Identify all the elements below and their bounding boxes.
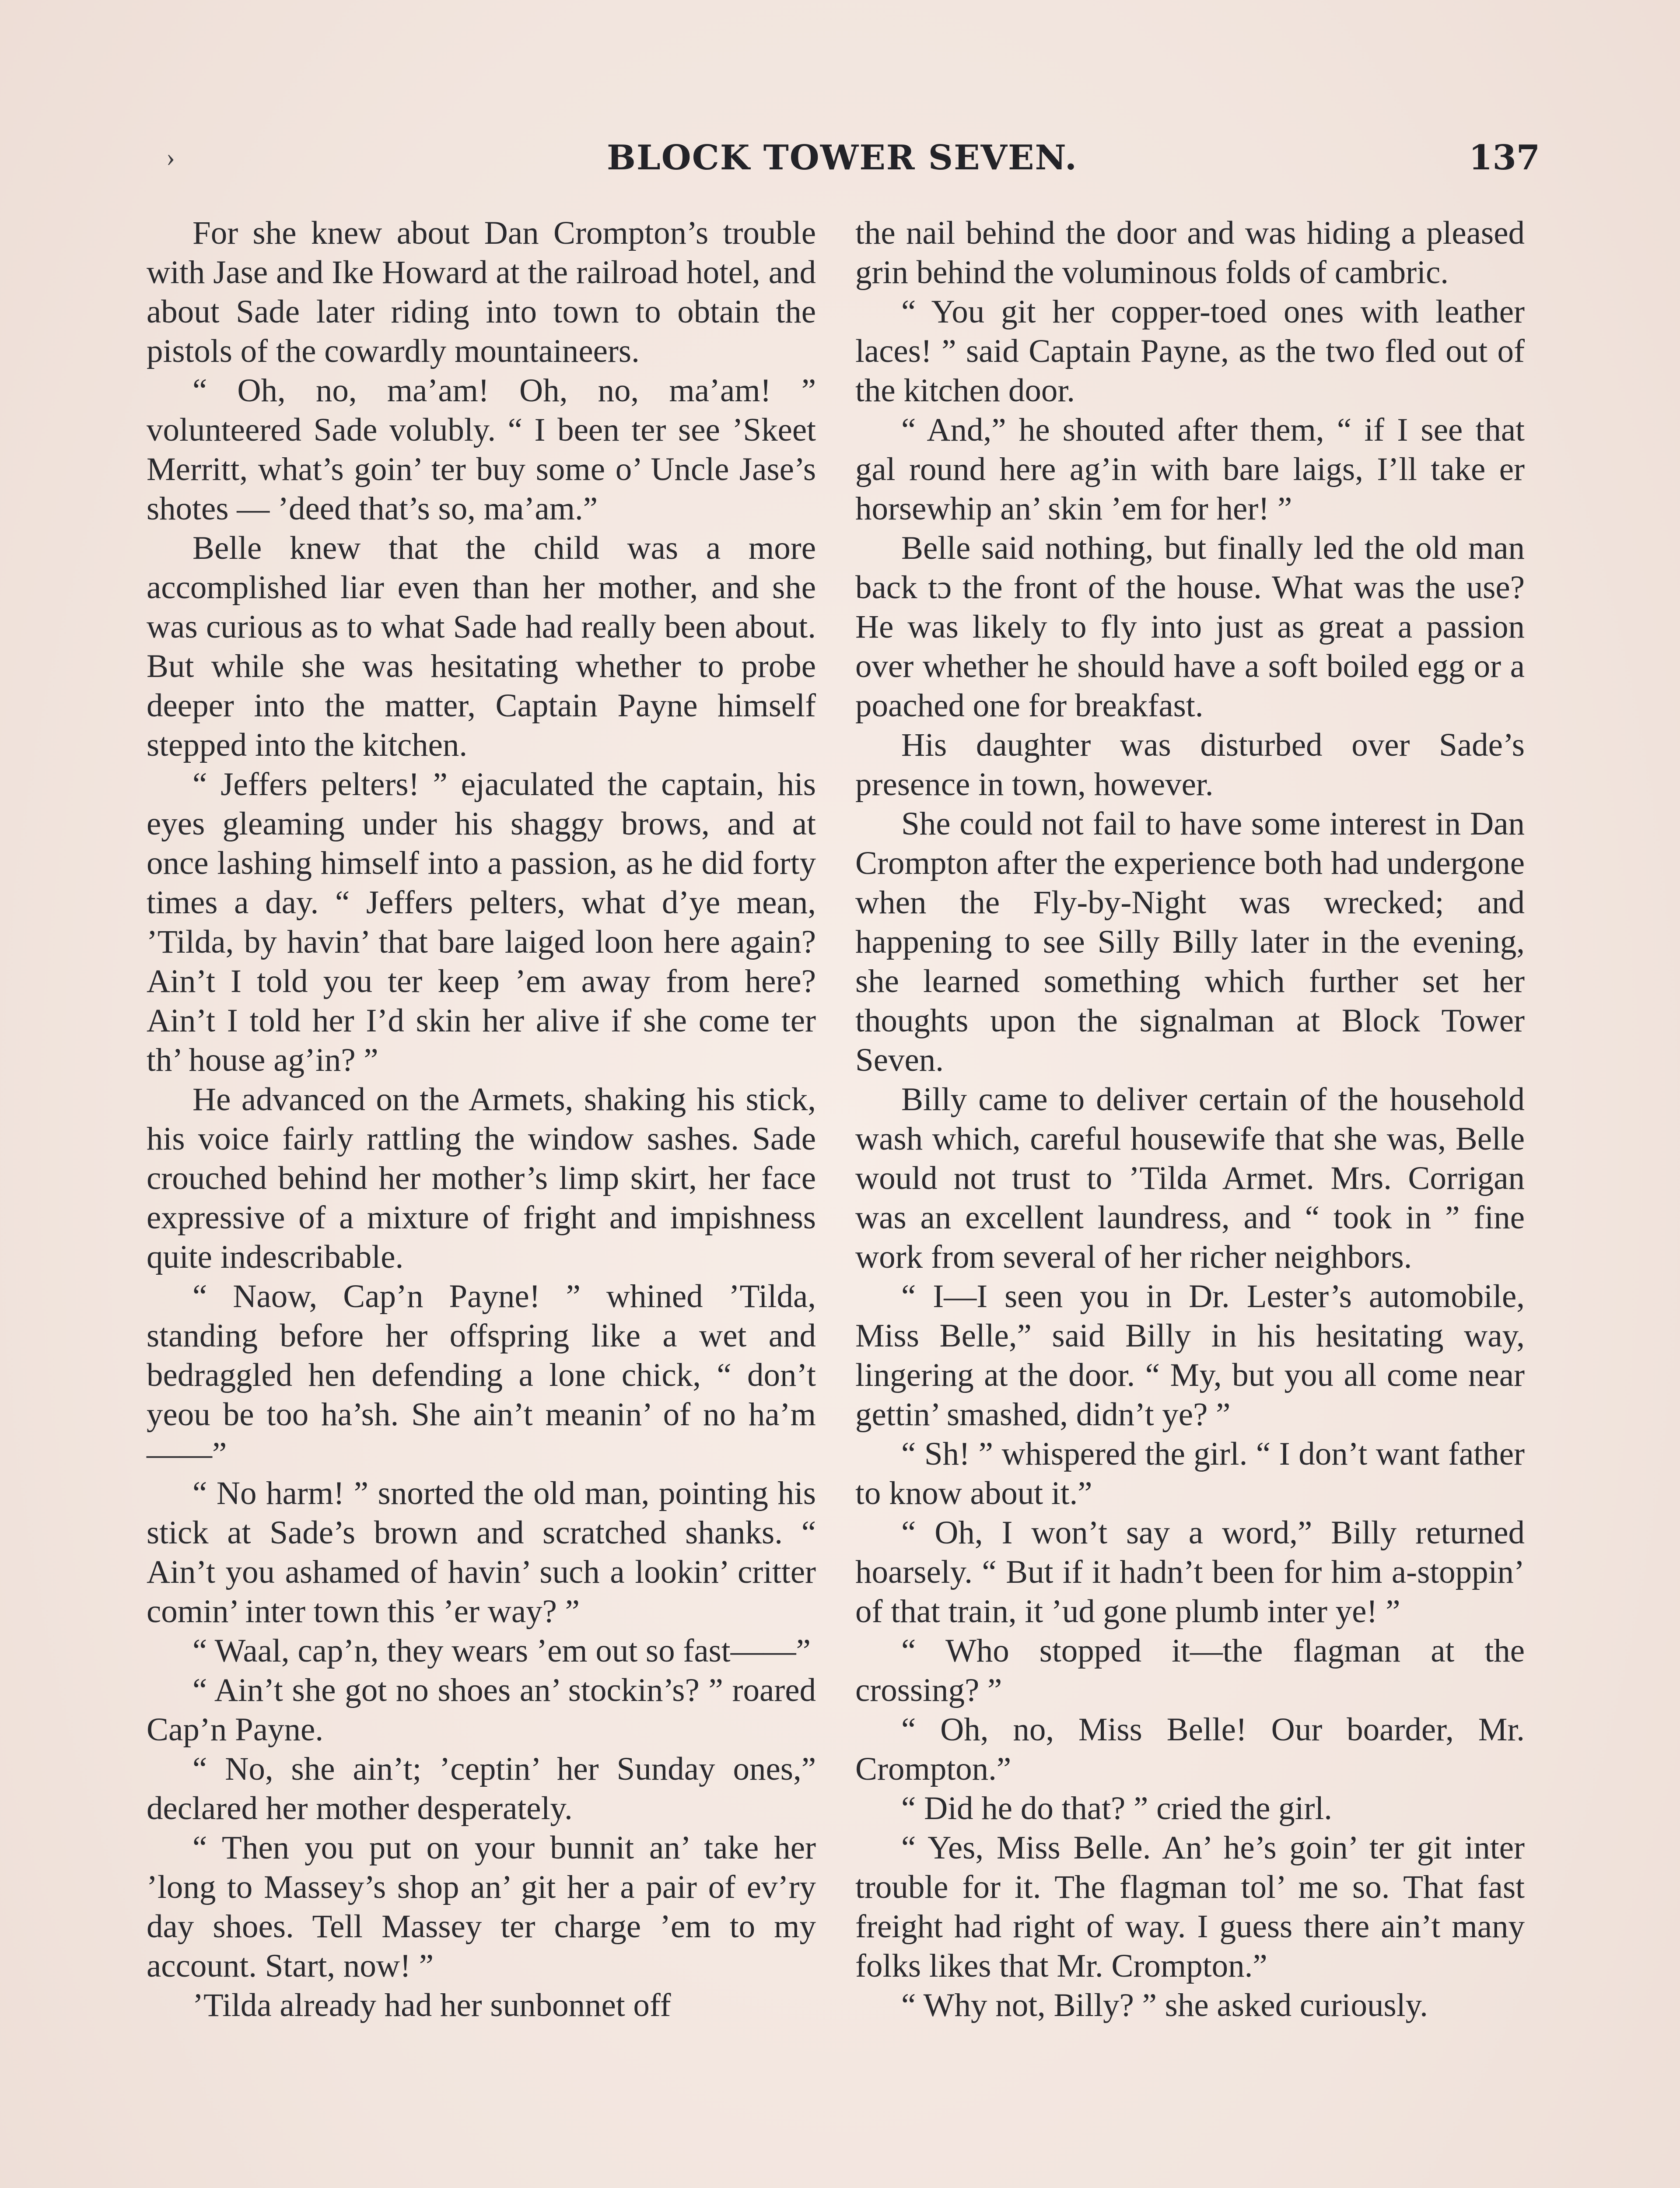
page-number: 137: [1469, 138, 1540, 178]
left-column: [147, 214, 816, 2025]
right-column: [855, 214, 1525, 2025]
page-header: [144, 129, 1540, 186]
paragraph: “ Did he do that? ” cried the girl.: [901, 1790, 1333, 1827]
paragraph: Belle said nothing, but finally led the old man back tɔ the front of the house. What was the use? He was likely to fly into just as great a passion over whether he should have a soft boiled egg or a poached one for breakfast.: [855, 530, 1525, 724]
paragraph: “ Jeffers pelters! ” ejaculated the captain, his eyes gleaming under his shaggy brows, and at once lashing himself into a passion, as he did forty times a day. “ Jeffers pelters, what d’ye mean, ’Tilda, by havin’ that bare laiged loon here again? Ain’t I told you ter keep ’em away from here? Ain’t I told her I’d skin her alive if she come ter th’ house ag’in? ”: [147, 766, 816, 1078]
paragraph: Belle knew that the child was a more accomplished liar even than her mother, and she was curious as to what Sade had really been about. But while she was hesitating whether to probe deeper into the matter, Captain Payne himself stepped into the kitchen.: [147, 530, 816, 763]
paragraph: “ No, she ain’t; ’ceptin’ her Sunday ones,” declared her mother desperately.: [147, 1751, 816, 1827]
running-title: BLOCK TOWER SEVEN.: [607, 138, 1078, 178]
margin-mark: ›: [166, 143, 175, 172]
paragraph: “ You git her copper-toed ones with leather laces! ” said Captain Payne, as the two fled out of the kitchen door.: [855, 294, 1525, 409]
paragraph: “ Sh! ” whispered the girl. “ I don’t want father to know about it.”: [855, 1436, 1525, 1511]
paragraph: For she knew about Dan Crompton’s trouble with Jase and Ike Howard at the railroad hotel, and about Sade later riding into town to obtain the pistols of the cowardly mountaineers.: [147, 215, 816, 369]
paragraph: “ I—I seen you in Dr. Lester’s automobile, Miss Belle,” said Billy in his hesitating way, lingering at the door. “ My, but you all come near gettin’ smashed, didn’t ye? ”: [855, 1278, 1525, 1433]
paragraph: “ Waal, cap’n, they wears ’em out so fast——”: [192, 1633, 811, 1669]
paragraph: “ No harm! ” snorted the old man, pointing his stick at Sade’s brown and scratched shanks. “ Ain’t you ashamed of havin’ such a lookin’ critter comin’ inter town this ’er way? ”: [147, 1475, 816, 1630]
paragraph: He advanced on the Armets, shaking his stick, his voice fairly rattling the window sashes. Sade crouched behind her mother’s limp skirt, her face expressive of a mixture of fright and impishness quite indescribable.: [147, 1081, 816, 1275]
paragraph: “ Who stopped it—the flagman at the crossing? ”: [855, 1633, 1525, 1708]
paragraph: “ Yes, Miss Belle. An’ he’s goin’ ter git inter trouble for it. The flagman tol’ me so. That fast freight had right of way. I guess there ain’t many folks likes that Mr. Crompton.”: [855, 1830, 1525, 1984]
paragraph: “ Then you put on your bunnit an’ take her ’long to Massey’s shop an’ git her a pair of ev’ry day shoes. Tell Massey ter charge ’em to my account. Start, now! ”: [147, 1830, 816, 1984]
paragraph: “ Ain’t she got no shoes an’ stockin’s? ” roared Cap’n Payne.: [147, 1672, 816, 1748]
paragraph: ’Tilda already had her sunbonnet off: [192, 1987, 671, 2023]
paragraph: Billy came to deliver certain of the household wash which, careful housewife that she was, Belle would not trust to ’Tilda Armet. Mrs. Corrigan was an excellent laundress, and “ took in ” fine work from several of her richer neighbors.: [855, 1081, 1525, 1275]
paragraph: “ And,” he shouted after them, “ if I see that gal round here ag’in with bare laigs, I’ll take er horsewhip an’ skin ’em for her! ”: [855, 412, 1525, 527]
continued-paragraph: the nail behind the door and was hiding a pleased grin behind the voluminous folds of cambric.: [855, 215, 1525, 291]
paragraph: She could not fail to have some interest in Dan Crompton after the experience both had undergone when the Fly-by-Night was wrecked; and happening to see Silly Billy later in the evening, she learned something which further set her thoughts upon the signalman at Block Tower Seven.: [855, 806, 1525, 1078]
paragraph: “ Why not, Billy? ” she asked curiously.: [901, 1987, 1428, 2023]
paragraph: “ Oh, no, ma’am! Oh, no, ma’am! ” volunteered Sade volubly. “ I been ter see ’Skeet Merritt, what’s goin’ ter buy some o’ Uncle Jase’s shotes — ’deed that’s so, ma’am.”: [147, 372, 816, 527]
paragraph: “ Oh, no, Miss Belle! Our boarder, Mr. Crompton.”: [855, 1711, 1525, 1787]
paragraph: “ Naow, Cap’n Payne! ” whined ’Tilda, standing before her offspring like a wet and bedraggled hen defending a lone chick, “ don’t yeou be too ha’sh. She ain’t meanin’ of no ha’m——”: [147, 1278, 816, 1472]
paragraph: His daughter was disturbed over Sade’s presence in town, however.: [855, 727, 1525, 803]
paragraph: “ Oh, I won’t say a word,” Billy returned hoarsely. “ But if it hadn’t been for him a-stoppin’ of that train, it ’ud gone plumb inter ye! ”: [855, 1515, 1525, 1630]
